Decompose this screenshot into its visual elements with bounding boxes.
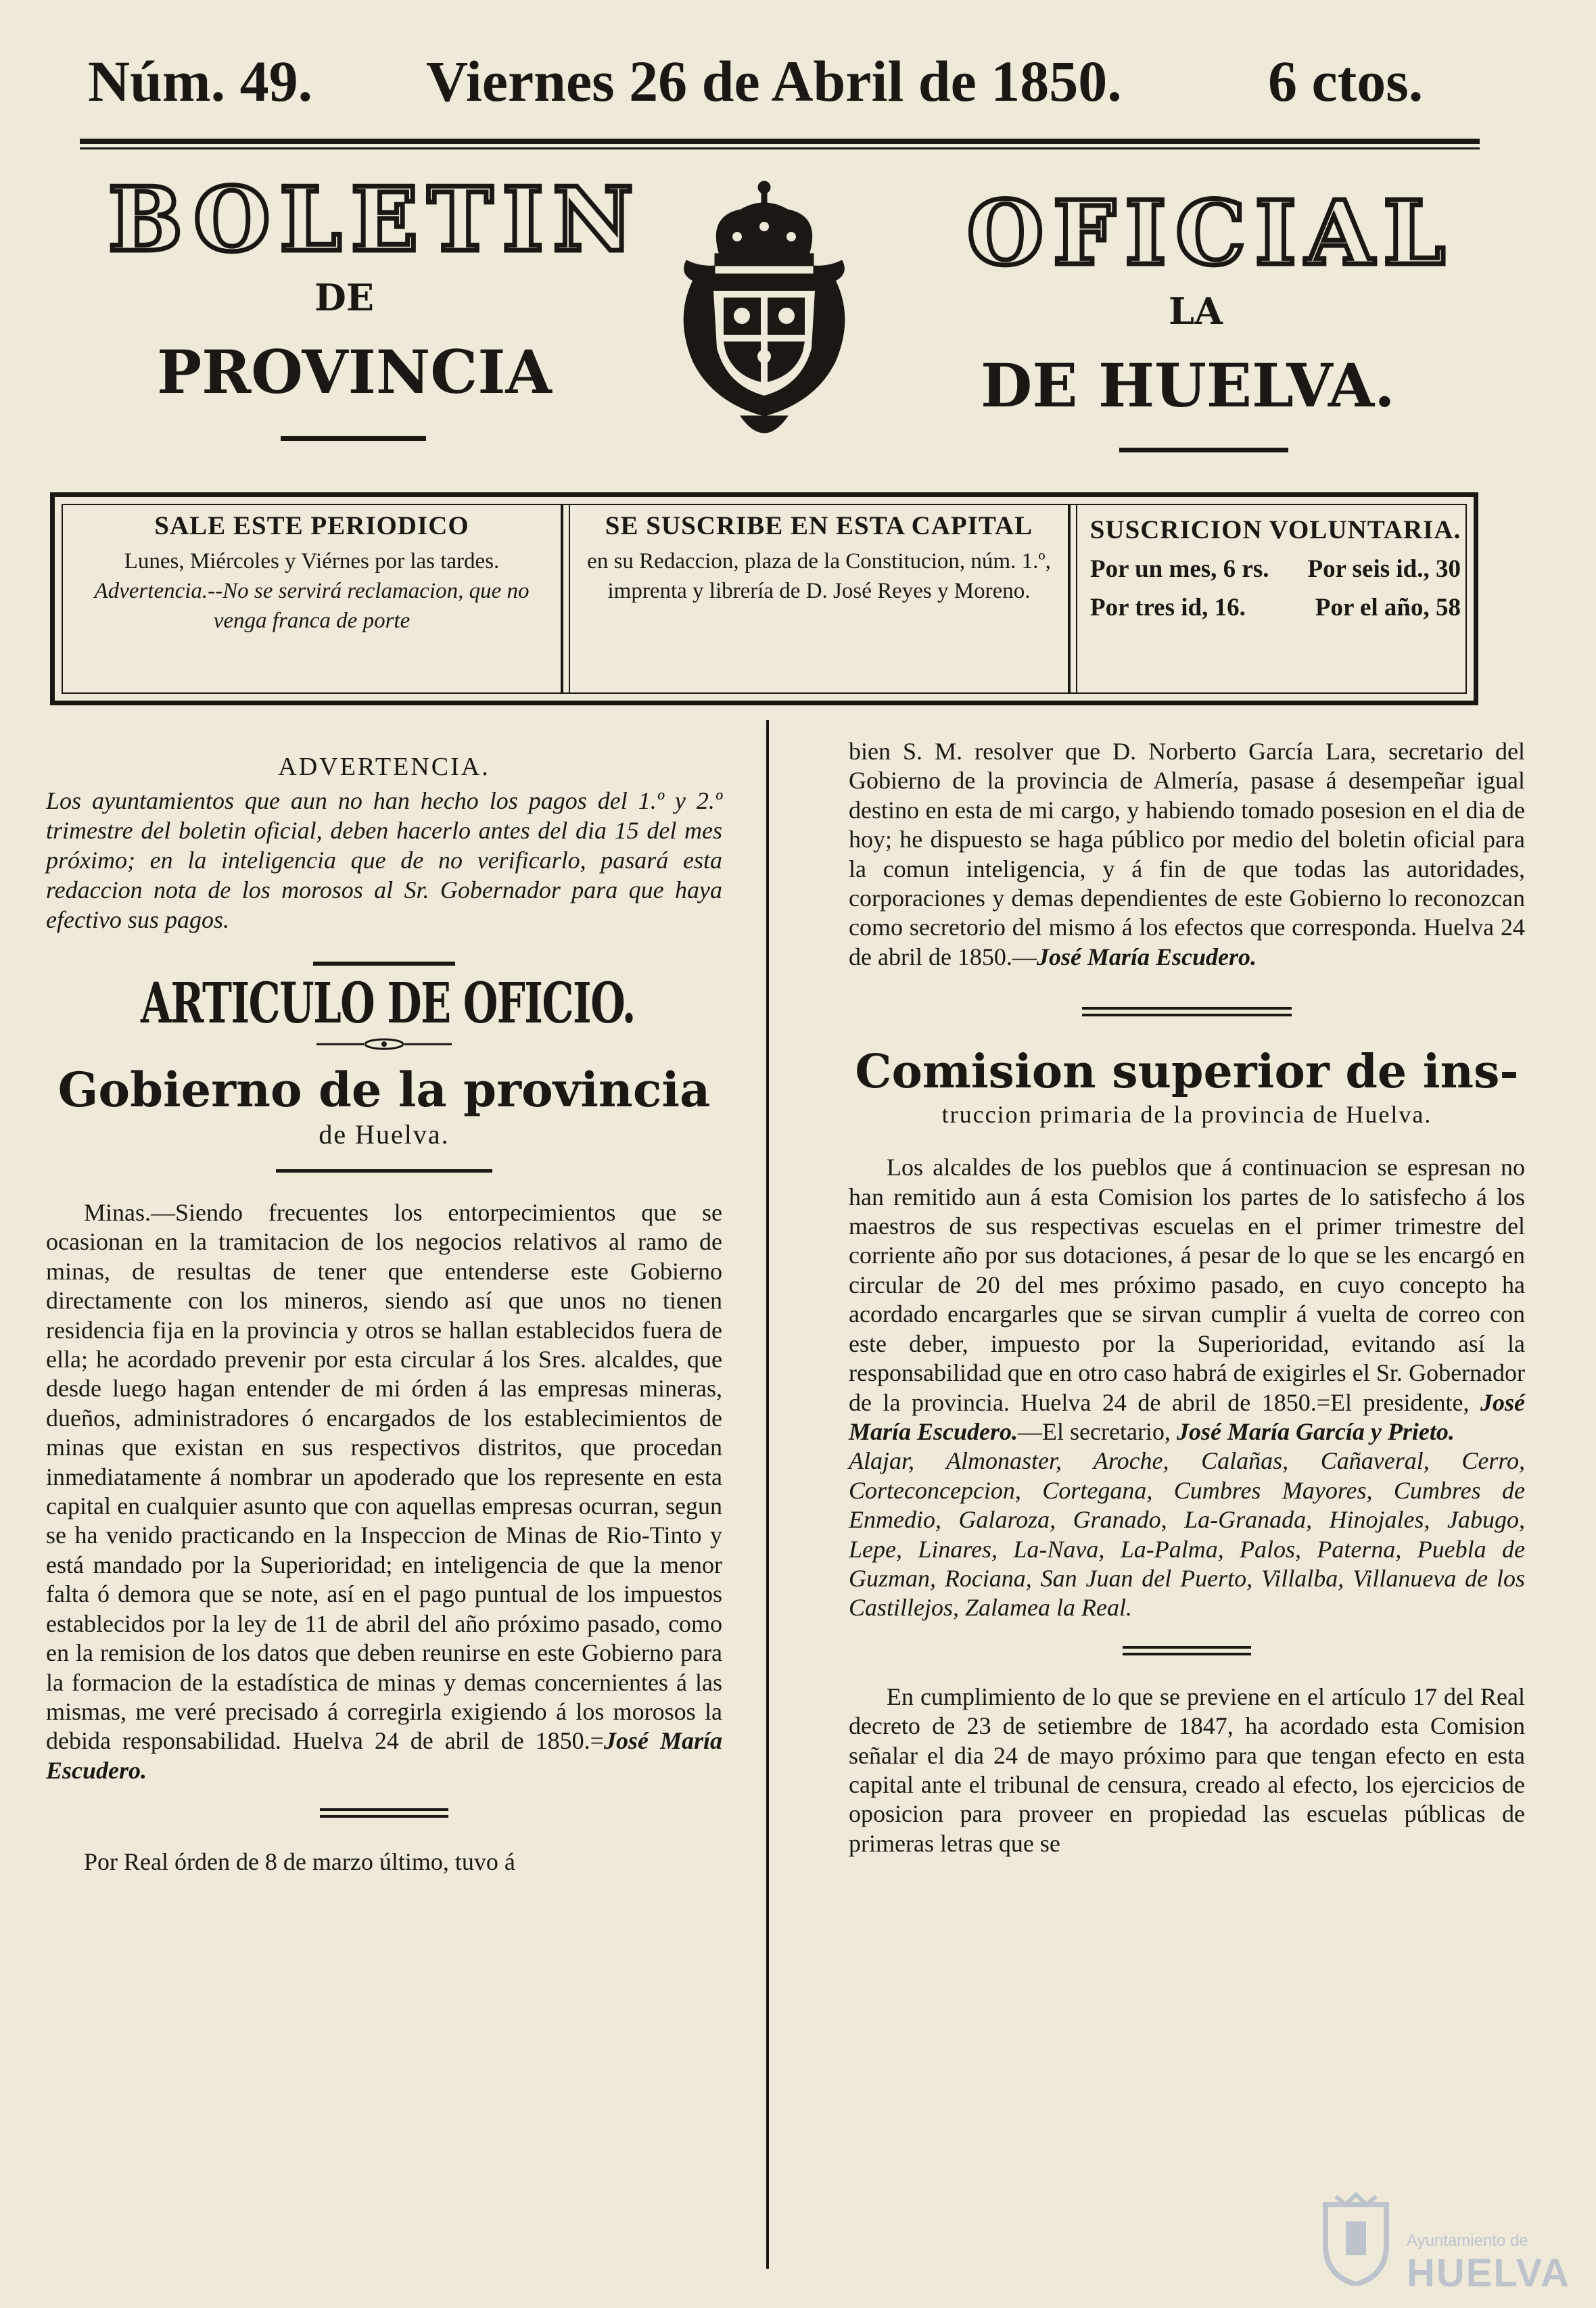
price-one-year: Por el año, 58 <box>1315 594 1461 621</box>
price-three-months: Por tres id, 16. <box>1090 594 1246 621</box>
subscription-info-box <box>50 492 1478 705</box>
minas-circular: Minas.—Siendo frecuentes los entorpecimientos que se ocasionan en la tramitacion de los negocios relativos al ramo de minas, de resultas de tener que entenderse este Gobierno directamente con los mineros, siendo así que unos no tienen residencia fija en la provincia y otros se hallan establecidos fuera de ella; he acordado prevenir por esta circular á los Sres. alcaldes, que desde luego hagan entender de mi órden á las empresas mineras, dueños, administradores ó encargados de los establecimientos de minas que existan en sus respectivos distritos, que procedan inmediatamente á nombrar un apoderado que los represente en esta capital en cualquier asunto que con aquellas empresas ocurran, segun se ha venido practicando en la Inspeccion de Minas de Rio-Tinto y está mandado por la Superioridad; en inteligencia de que la menor falta ó demora que se note, así en el pago puntual de los impuestos establecidos por la ley de 11 de abril del año próximo pasado, como en la remision de los datos que deben reunirse en este Gobierno para la formacion de la estadística de minas y demas concernientes á las mismas, me veré precisado á corregirla exigiendo á los morosos la debida responsabilidad. Huelva 24 de abril de 1850.=José María Escudero. <box>46 1199 722 1784</box>
schedule-note: Advertencia.--No se servirá reclamacion, que no venga franca de porte <box>94 579 530 633</box>
issue-price: 6 ctos. <box>1268 49 1424 114</box>
gobierno-title: Gobierno de la provincia <box>57 1062 711 1118</box>
minas-signature: José María Escudero. <box>46 1727 722 1784</box>
issue-header <box>88 47 1481 122</box>
advertencia-text: Los ayuntamientos que aun no han hecho los pagos del 1.º y 2.º trimestre del boletin oficial, deben hacerlo antes del dia 15 del mes próximo; en la inteligencia que de no verificarlo, pasará esta redaccion nota de los morosos al Sr. Gobernador para que haya efectivo sus pagos. <box>46 787 722 933</box>
oficio-title: ARTICULO DE OFICIO. <box>141 971 635 1036</box>
price-six-months: Por seis id., 30 <box>1307 555 1461 583</box>
comision-title: Comision superior de ins- <box>855 1045 1519 1100</box>
separator-double-rule <box>320 1808 448 1818</box>
masthead-oficial: OFICIAL <box>967 181 1455 285</box>
watermark-small: Ayuntamiento de <box>1407 2232 1528 2250</box>
real-orden-text: Por Real órden de 8 de marzo último, tuvo á <box>84 1848 515 1876</box>
archive-watermark <box>1319 2191 1570 2295</box>
alcaldes-notice: Los alcaldes de los pueblos que á continuacion se espresan no han remitido aun á esta Comision los partes de lo satisfecho á los maestros de sus respectivas escuelas en el primer trimestre del corriente año por sus dotaciones, á pesar de lo que se les encargó en circular de 20 del mes próximo pasado, en cuyo concepto ha acordado encargarles que se sirvan cumplir á vuelta de correo con este deber, impuesto por la Superioridad, evitando así la responsabilidad que en otro caso habrá de exigirles el Sr. Gobernador de la provincia. Huelva 24 de abril de 1850.=El presidente, José María Escudero.—El secretario, José María García y Prieto. <box>849 1154 1525 1445</box>
separator-double-rule-right-2 <box>1123 1646 1251 1655</box>
pueblos-list: Alajar, Almonaster, Aroche, Calañas, Cañaveral, Cerro, Corteconcepcion, Cortegana, Cumbres Mayores, Cumbres de Enmedio, Galaroza, Granado, La-Granada, Hinojales, Jabugo, Lepe, Linares, La-Nava, La-Palma, Palos, Paterna, Puebla de Guzman, Rociana, San Juan del Puerto, Villalba, Villanueva de los Castillejos, Zalamea la Real. <box>849 1447 1525 1622</box>
oficio-rule <box>313 962 455 966</box>
cumplimiento-text: En cumplimiento de lo que se previene en el artículo 17 del Real decreto de 23 de setiembre de 1847, ha acordado esta Comision señalar el dia 24 de mayo próximo para que tengan efecto en esta capital ante el tribunal de censura, creado al efecto, los ejercicios de oposicion para proveer en propiedad las escuelas públicas de primeras letras que se <box>849 1682 1525 1857</box>
subscribe-text: en su Redaccion, plaza de la Constitucion, núm. 1.º, imprenta y librería de D. José Reyes y Moreno. <box>587 549 1051 603</box>
masthead-boletin: BOLETIN <box>108 168 643 271</box>
issue-date: Viernes 26 de Abril de 1850. <box>426 49 1122 114</box>
left-column <box>46 737 722 1877</box>
column-divider <box>766 720 769 2269</box>
gobierno-rule <box>276 1169 492 1173</box>
continuation-text: bien S. M. resolver que D. Norberto García Lara, secretario del Gobierno de la provincia de Almería, pasase á desempeñar igual destino en esta de mi cargo, y habiendo tomado posesion en el dia de hoy; he dispuesto se haga público por medio del boletin oficial para la comun inteligencia, y á fin de que todas las autoridades, corporaciones y demas dependientes de este Gobierno lo reconozcan como secretorio del mismo á los efectos que corresponda. Huelva 24 de abril de 1850.—José María Escudero. <box>849 738 1525 970</box>
continuation-signature: José María Escudero. <box>1036 943 1257 970</box>
info-col-prices <box>1086 511 1465 694</box>
price-one-month: Por un mes, 6 rs. <box>1090 555 1269 583</box>
masthead-provincia: PROVINCIA <box>157 337 552 407</box>
gobierno-subtitle: de Huelva. <box>319 1119 450 1150</box>
schedule-days: Lunes, Miércoles y Viérnes por las tardes. <box>124 549 500 573</box>
masthead-la: LA <box>1169 289 1223 333</box>
comision-subtitle: truccion primaria de la provincia de Huelva. <box>941 1101 1432 1129</box>
issue-number: Núm. 49. <box>88 49 313 114</box>
info-col-subscribe <box>582 511 1056 694</box>
header-rule <box>80 139 1480 144</box>
masthead-underline-left <box>281 436 426 441</box>
watermark-big: HUELVA <box>1407 2251 1570 2295</box>
ornament-icon <box>316 1036 452 1052</box>
schedule-title: SALE ESTE PERIODICO <box>154 511 469 540</box>
masthead-underline-right <box>1119 448 1288 452</box>
masthead-de: DE <box>314 276 374 319</box>
subscribe-title: SE SUSCRIBE EN ESTA CAPITAL <box>605 511 1033 540</box>
advertencia-title: ADVERTENCIA. <box>278 753 490 781</box>
header-rule-thin <box>80 147 1480 149</box>
right-column <box>849 737 1525 1858</box>
separator-double-rule-right <box>1082 1007 1292 1016</box>
masthead-de-huelva: DE HUELVA. <box>981 350 1395 421</box>
info-col-schedule <box>75 511 548 694</box>
city-shield-icon <box>1319 2191 1393 2286</box>
coat-of-arms-icon <box>666 179 862 446</box>
prices-title: SUSCRICION VOLUNTARIA. <box>1089 515 1461 544</box>
